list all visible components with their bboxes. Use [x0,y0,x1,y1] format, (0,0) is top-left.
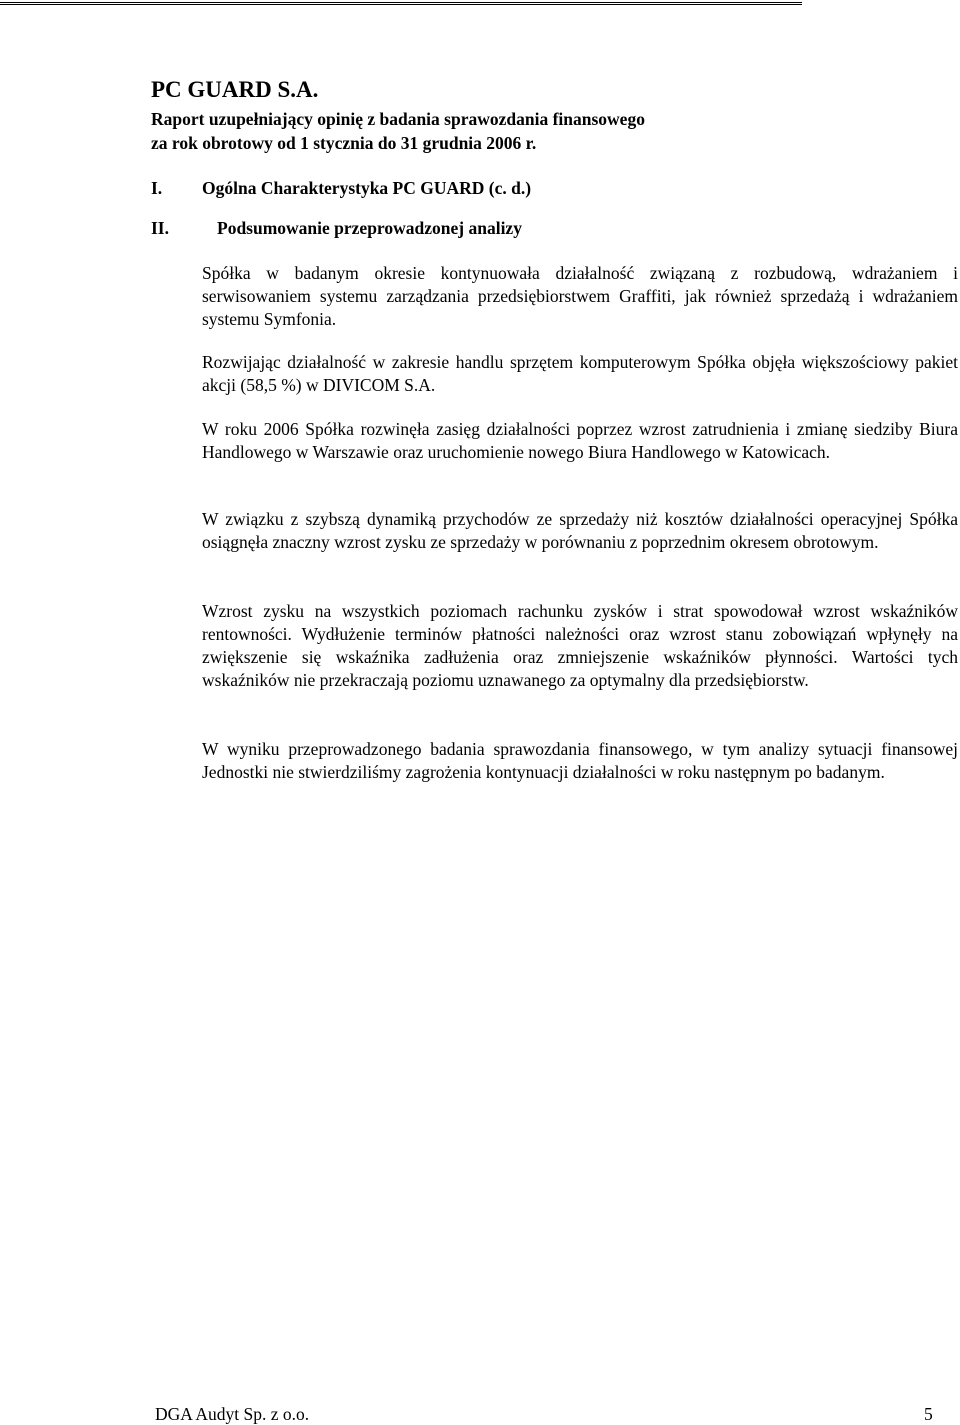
paragraph-text: Wzrost zysku na wszystkich poziomach rachunku zysków i strat spowodował wzrost wskaźników rentowności. Wydłużenie terminów płatności należności oraz wzrost stanu zobowiązań wpłynęły na zwiększenie się wskaźnika zadłużenia oraz zmniejszenie wskaźników płynności. Wartości tych wskaźników nie przekraczają poziomu uznawanego za optymalny dla przedsiębiorstw. [202,601,958,690]
paragraph [202,508,958,554]
footer-auditor: DGA Audyt Sp. z o.o. [155,1404,310,1424]
section-number: I. [151,178,163,198]
paragraph [202,351,958,397]
paragraph-text: W związku z szybszą dynamiką przychodów ze sprzedaży niż kosztów działalności operacyjnej Spółka osiągnęła znaczny wzrost zysku ze sprzedaży w porównaniu z poprzednim okresem obrotowym. [202,509,958,552]
paragraph-text: Spółka w badanym okresie kontynuowała działalność związaną z rozbudową, wdrażaniem i serwisowaniem systemu zarządzania przedsiębiorstwem Graffiti, jak również sprzedażą i wdrażaniem systemu Symfonia. [202,263,958,329]
paragraph [202,262,958,331]
paragraph [202,418,958,464]
report-subtitle-line-1: Raport uzupełniający opinię z badania sprawozdania finansowego [151,109,645,129]
report-subtitle-line-2: za rok obrotowy od 1 stycznia do 31 grudnia 2006 r. [151,133,537,153]
page-number: 5 [924,1404,933,1424]
paragraph-text: Rozwijając działalność w zakresie handlu sprzętem komputerowym Spółka objęła większościowy pakiet akcji (58,5 %) w DIVICOM S.A. [202,352,958,395]
section-title: Ogólna Charakterystyka PC GUARD (c. d.) [202,178,532,198]
section-number: II. [151,218,169,238]
paragraph [202,738,958,784]
paragraph-text: W roku 2006 Spółka rozwinęła zasięg działalności poprzez wzrost zatrudnienia i zmianę siedziby Biura Handlowego w Warszawie oraz uruchomienie nowego Biura Handlowego w Katowicach. [202,419,958,462]
report-subtitle [151,107,645,155]
paragraph-text: W wyniku przeprowadzonego badania sprawozdania finansowego, w tym analizy sytuacji finansowej Jednostki nie stwierdziliśmy zagrożenia kontynuacji działalności w roku następnym po badanym. [202,739,958,782]
paragraph [202,600,958,692]
company-name: PC GUARD S.A. [151,77,319,102]
top-rule [0,2,802,5]
section-title: Podsumowanie przeprowadzonej analizy [217,218,522,238]
